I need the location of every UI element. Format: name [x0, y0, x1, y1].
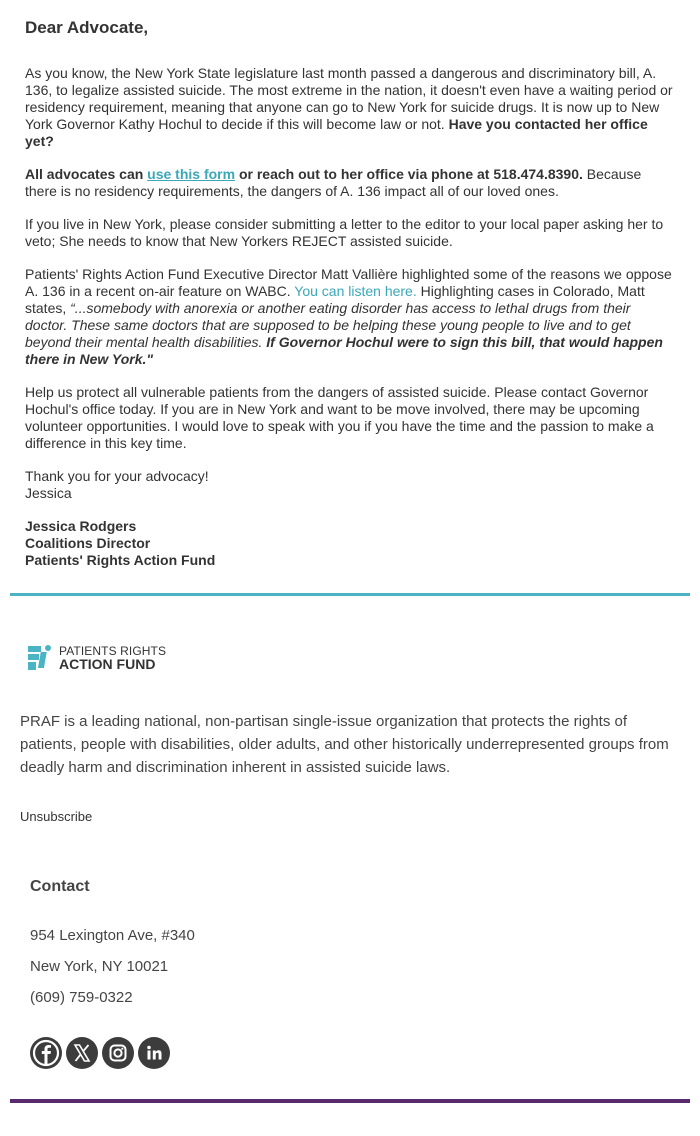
use-form-link[interactable]: use this form [147, 166, 236, 182]
p4-text-a: Patients' Rights Action Fund Executive Director Matt Vallière highlighted some of the reasons we oppose A. 136 in a recent on-air feature on WABC. [25, 266, 672, 299]
praf-logo[interactable] [27, 645, 166, 671]
contact-heading: Contact [30, 878, 90, 895]
divider-teal [10, 593, 690, 596]
closing [25, 468, 675, 502]
social-links [30, 1037, 170, 1069]
signature-name: Jessica Rodgers [25, 518, 137, 534]
divider-purple [10, 1099, 690, 1103]
paragraph-3: If you live in New York, please consider submitting a letter to the editor to your local paper asking her to veto; She needs to know that New Yorkers REJECT assisted suicide. [25, 216, 664, 249]
listen-link-label: You can listen here. [294, 283, 417, 299]
logo-mark-icon [27, 645, 53, 671]
closing-name: Jessica [25, 485, 72, 501]
address-line-1: 954 Lexington Ave, #340 [30, 927, 195, 944]
about-text: PRAF is a leading national, non-partisan single-issue organization that protects the rights of patients, people with disabilities, older adults, and other historically underrepresented groups from deadly harm and discrimination inherent in assisted suicide laws. [20, 713, 669, 776]
facebook-icon[interactable] [30, 1037, 62, 1069]
letter-body [25, 17, 675, 585]
paragraph-5: Help us protect all vulnerable patients from the dangers of assisted suicide. Please contact Governor Hochul's office today. If you are in New York and want to be move involved, there may be upcoming volunteer opportunities. I would love to speak with you if you have the time and the passion to make a difference in this key time. [25, 384, 654, 451]
instagram-icon[interactable] [102, 1037, 134, 1069]
greeting: Dear Advocate, [25, 18, 149, 37]
p2-text: Because there is no residency requirements, the dangers of A. 136 impact all of our loved ones. [25, 166, 642, 199]
address-line-2: New York, NY 10021 [30, 958, 169, 975]
p4-text-b: Highlighting cases in Colorado, Matt states, [25, 283, 645, 316]
unsubscribe-link[interactable]: Unsubscribe [20, 809, 93, 824]
p2-bold-b: or reach out to her office via phone at 518.474.8390. [238, 166, 583, 182]
listen-link[interactable] [291, 283, 417, 299]
linkedin-icon[interactable] [138, 1037, 170, 1069]
p4-quote: “...somebody with anorexia or another eating disorder has access to lethal drugs from their doctor. These same doctors that are supposed to be helping these young people to live and to get beyond their mental health disabilities. [25, 300, 631, 350]
logo-line-2: ACTION FUND [59, 656, 156, 672]
signature [25, 518, 675, 569]
signature-title: Coalitions Director [25, 535, 151, 551]
p1-bold: Have you contacted her office yet? [25, 116, 648, 149]
x-icon[interactable] [66, 1037, 98, 1069]
paragraph-4 [25, 266, 675, 368]
closing-text: Thank you for your advocacy! [25, 468, 209, 484]
phone-number: (609) 759-0322 [30, 989, 133, 1006]
p1-text: As you know, the New York State legislature last month passed a dangerous and discriminatory bill, A. 136, to legalize assisted suicide. The most extreme in the nation, it doesn't even have a waiting period or residency requirement, meaning that anyone can go to New York for suicide drugs. It is now up to New York Governor Kathy Hochul to decide if this will become law or not. [25, 65, 673, 132]
p4-quote-bold: If Governor Hochul were to sign this bill, that would happen there in New York." [25, 334, 663, 367]
logo-text [59, 645, 166, 671]
signature-org: Patients' Rights Action Fund [25, 552, 216, 568]
logo-line-1: PATIENTS RIGHTS [59, 644, 167, 658]
paragraph-2 [25, 166, 675, 200]
paragraph-1 [25, 65, 675, 150]
p2-bold-a: All advocates can [25, 166, 144, 182]
